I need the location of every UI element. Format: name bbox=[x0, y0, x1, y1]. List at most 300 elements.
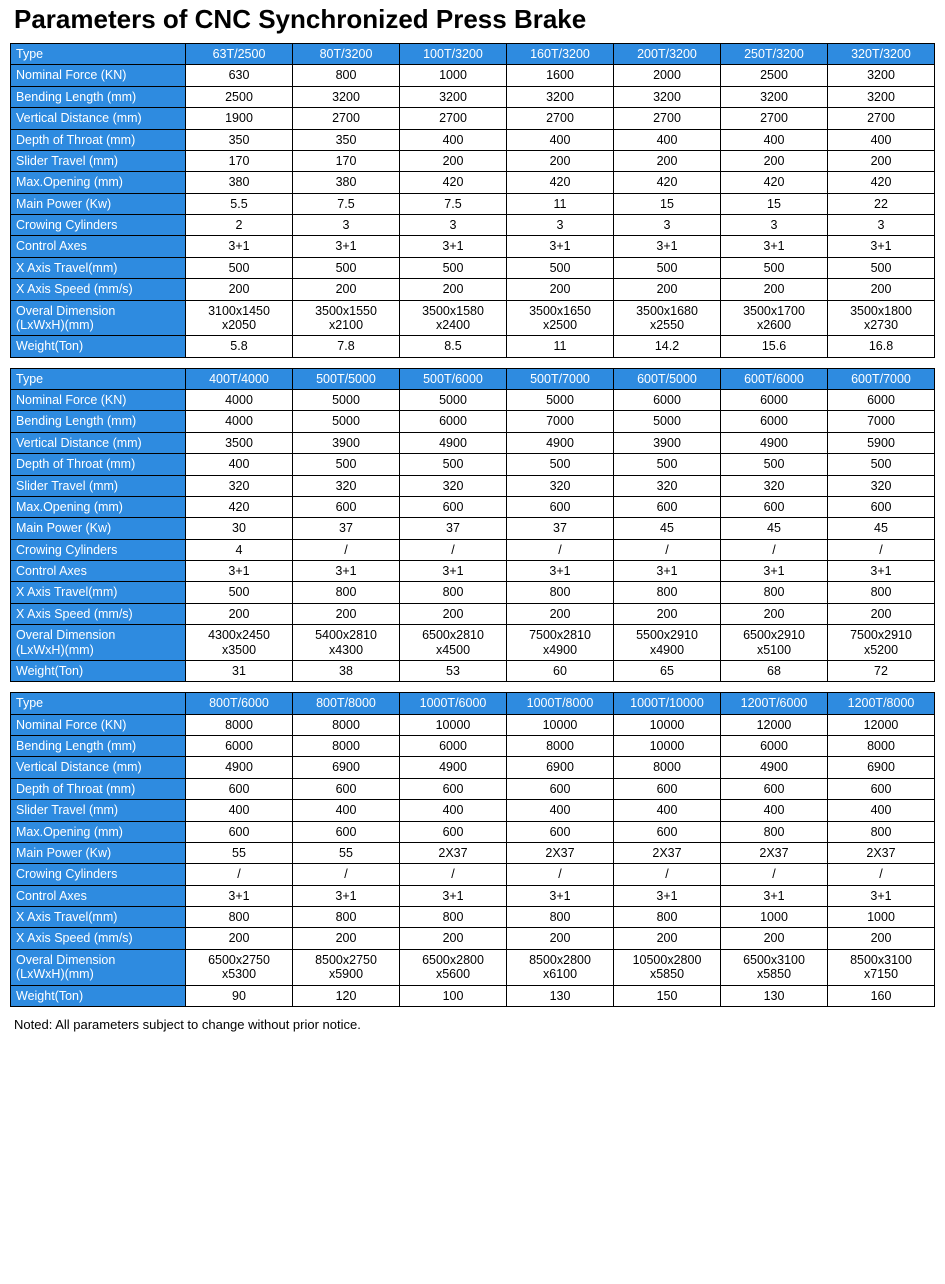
cell: 200 bbox=[828, 928, 935, 949]
row-label: Bending Length (mm) bbox=[11, 736, 186, 757]
cell: 5000 bbox=[614, 411, 721, 432]
table-row bbox=[11, 236, 935, 257]
cell: 2 bbox=[186, 215, 293, 236]
table-row bbox=[11, 907, 935, 928]
cell-dimensions bbox=[186, 300, 293, 336]
cell: 5.5 bbox=[186, 193, 293, 214]
cell: 3+1 bbox=[400, 885, 507, 906]
cell-dimensions bbox=[721, 300, 828, 336]
cell: 160 bbox=[828, 985, 935, 1006]
table-row bbox=[11, 582, 935, 603]
cell-dimensions bbox=[828, 949, 935, 985]
column-header-type: 160T/3200 bbox=[507, 44, 614, 65]
cell: 800 bbox=[293, 65, 400, 86]
column-header-type: 600T/6000 bbox=[721, 368, 828, 389]
cell: 3900 bbox=[293, 432, 400, 453]
cell: 600 bbox=[293, 778, 400, 799]
table-row bbox=[11, 65, 935, 86]
cell: 15 bbox=[721, 193, 828, 214]
row-label: X Axis Travel(mm) bbox=[11, 257, 186, 278]
table-header-row bbox=[11, 368, 935, 389]
cell: 500 bbox=[507, 454, 614, 475]
table-row bbox=[11, 821, 935, 842]
dimension-line2: x4900 bbox=[542, 642, 578, 657]
cell: 420 bbox=[507, 172, 614, 193]
cell: 150 bbox=[614, 985, 721, 1006]
row-label-type: Type bbox=[11, 693, 186, 714]
table-row-weight bbox=[11, 985, 935, 1006]
cell: 400 bbox=[614, 129, 721, 150]
table-row bbox=[11, 496, 935, 517]
cell: 630 bbox=[186, 65, 293, 86]
dimension-line1: 3500x1580 bbox=[422, 303, 484, 318]
cell: 200 bbox=[721, 928, 828, 949]
cell: 320 bbox=[293, 475, 400, 496]
row-label: Depth of Throat (mm) bbox=[11, 778, 186, 799]
dimension-line2: x5900 bbox=[328, 967, 364, 982]
cell: 6000 bbox=[721, 411, 828, 432]
cell: 200 bbox=[507, 928, 614, 949]
dimension-line1: 8500x2800 bbox=[529, 952, 591, 967]
cell: 600 bbox=[400, 821, 507, 842]
cell: 420 bbox=[186, 496, 293, 517]
cell: 72 bbox=[828, 660, 935, 681]
cell-dimensions bbox=[614, 625, 721, 661]
table-row bbox=[11, 86, 935, 107]
cell: 800 bbox=[400, 582, 507, 603]
cell: 3+1 bbox=[293, 885, 400, 906]
cell: 200 bbox=[400, 150, 507, 171]
cell: 200 bbox=[828, 279, 935, 300]
cell: 55 bbox=[186, 842, 293, 863]
cell: 4 bbox=[186, 539, 293, 560]
spec-table-2 bbox=[10, 368, 935, 683]
cell: 12000 bbox=[828, 714, 935, 735]
row-label: Main Power (Kw) bbox=[11, 842, 186, 863]
cell: 200 bbox=[614, 150, 721, 171]
cell: / bbox=[507, 539, 614, 560]
cell: 500 bbox=[293, 454, 400, 475]
cell: 3 bbox=[400, 215, 507, 236]
cell: 12000 bbox=[721, 714, 828, 735]
row-label: Vertical Distance (mm) bbox=[11, 108, 186, 129]
cell: 15.6 bbox=[721, 336, 828, 357]
cell: 60 bbox=[507, 660, 614, 681]
cell: 200 bbox=[293, 603, 400, 624]
dimension-label-line2: (LxWxH)(mm) bbox=[16, 317, 94, 332]
cell: 3200 bbox=[507, 86, 614, 107]
cell: 37 bbox=[293, 518, 400, 539]
cell: 100 bbox=[400, 985, 507, 1006]
dimension-line1: 6500x2810 bbox=[422, 628, 484, 643]
row-label: Vertical Distance (mm) bbox=[11, 757, 186, 778]
cell: 130 bbox=[721, 985, 828, 1006]
row-label-dimensions bbox=[11, 949, 186, 985]
dimension-line1: 8500x3100 bbox=[850, 952, 912, 967]
row-label: Vertical Distance (mm) bbox=[11, 432, 186, 453]
cell: 600 bbox=[828, 496, 935, 517]
cell: 400 bbox=[507, 129, 614, 150]
cell: 500 bbox=[721, 257, 828, 278]
dimension-line1: 3500x1550 bbox=[315, 303, 377, 318]
table-row bbox=[11, 475, 935, 496]
dimension-line1: 6500x2800 bbox=[422, 952, 484, 967]
cell-dimensions bbox=[828, 625, 935, 661]
cell: 400 bbox=[721, 800, 828, 821]
column-header-type: 1000T/8000 bbox=[507, 693, 614, 714]
dimension-line2: x5100 bbox=[756, 642, 792, 657]
cell-dimensions bbox=[507, 625, 614, 661]
cell: 500 bbox=[400, 257, 507, 278]
cell: 10000 bbox=[614, 736, 721, 757]
cell: / bbox=[721, 539, 828, 560]
row-label: X Axis Speed (mm/s) bbox=[11, 279, 186, 300]
table-row bbox=[11, 885, 935, 906]
row-label-type: Type bbox=[11, 368, 186, 389]
dimension-line2: x6100 bbox=[542, 967, 578, 982]
cell: 2000 bbox=[614, 65, 721, 86]
cell: 8000 bbox=[293, 714, 400, 735]
row-label: Main Power (Kw) bbox=[11, 193, 186, 214]
cell-dimensions bbox=[400, 625, 507, 661]
cell: 200 bbox=[186, 603, 293, 624]
cell: 6000 bbox=[400, 411, 507, 432]
table-row bbox=[11, 215, 935, 236]
cell: 38 bbox=[293, 660, 400, 681]
cell-dimensions bbox=[721, 625, 828, 661]
table-row bbox=[11, 108, 935, 129]
cell: 400 bbox=[721, 129, 828, 150]
cell: 22 bbox=[828, 193, 935, 214]
cell: 8000 bbox=[293, 736, 400, 757]
cell: 500 bbox=[828, 257, 935, 278]
cell: 1000 bbox=[400, 65, 507, 86]
table-row bbox=[11, 800, 935, 821]
cell: 3+1 bbox=[186, 236, 293, 257]
cell: 8.5 bbox=[400, 336, 507, 357]
cell: 400 bbox=[614, 800, 721, 821]
column-header-type: 250T/3200 bbox=[721, 44, 828, 65]
table-header-row bbox=[11, 44, 935, 65]
cell: 10000 bbox=[400, 714, 507, 735]
cell: 380 bbox=[293, 172, 400, 193]
cell: 200 bbox=[721, 150, 828, 171]
row-label-type: Type bbox=[11, 44, 186, 65]
cell: 10000 bbox=[507, 714, 614, 735]
cell: 800 bbox=[293, 907, 400, 928]
cell: 2500 bbox=[721, 65, 828, 86]
row-label-weight: Weight(Ton) bbox=[11, 660, 186, 681]
cell: 5000 bbox=[400, 390, 507, 411]
row-label: Crowing Cylinders bbox=[11, 215, 186, 236]
cell: 2X37 bbox=[721, 842, 828, 863]
cell: / bbox=[293, 864, 400, 885]
cell: 200 bbox=[828, 603, 935, 624]
cell: 3+1 bbox=[400, 561, 507, 582]
dimension-label-line2: (LxWxH)(mm) bbox=[16, 967, 94, 982]
cell: 2X37 bbox=[400, 842, 507, 863]
row-label-weight: Weight(Ton) bbox=[11, 985, 186, 1006]
dimension-line2: x5850 bbox=[756, 967, 792, 982]
cell: 200 bbox=[186, 279, 293, 300]
cell: 65 bbox=[614, 660, 721, 681]
row-label: Crowing Cylinders bbox=[11, 864, 186, 885]
cell: 3+1 bbox=[721, 561, 828, 582]
dimension-line2: x2600 bbox=[756, 317, 792, 332]
cell: 600 bbox=[507, 821, 614, 842]
cell: 4000 bbox=[186, 411, 293, 432]
cell: 200 bbox=[507, 150, 614, 171]
cell: 600 bbox=[721, 778, 828, 799]
cell-dimensions bbox=[614, 300, 721, 336]
row-label-dimensions bbox=[11, 300, 186, 336]
cell: 16.8 bbox=[828, 336, 935, 357]
cell: 15 bbox=[614, 193, 721, 214]
column-header-type: 320T/3200 bbox=[828, 44, 935, 65]
row-label: Slider Travel (mm) bbox=[11, 150, 186, 171]
column-header-type: 1200T/8000 bbox=[828, 693, 935, 714]
dimension-line1: 6500x2750 bbox=[208, 952, 270, 967]
cell: 600 bbox=[828, 778, 935, 799]
cell: 200 bbox=[721, 279, 828, 300]
cell: 3200 bbox=[721, 86, 828, 107]
dimension-line1: 3100x1450 bbox=[208, 303, 270, 318]
cell: 3+1 bbox=[507, 561, 614, 582]
cell: 1600 bbox=[507, 65, 614, 86]
cell: 37 bbox=[400, 518, 507, 539]
column-header-type: 200T/3200 bbox=[614, 44, 721, 65]
cell: 68 bbox=[721, 660, 828, 681]
row-label: Max.Opening (mm) bbox=[11, 496, 186, 517]
cell: 200 bbox=[614, 279, 721, 300]
column-header-type: 500T/6000 bbox=[400, 368, 507, 389]
cell: 600 bbox=[186, 778, 293, 799]
cell: 600 bbox=[507, 778, 614, 799]
cell: 600 bbox=[186, 821, 293, 842]
table-row bbox=[11, 714, 935, 735]
row-label: Depth of Throat (mm) bbox=[11, 454, 186, 475]
column-header-type: 800T/6000 bbox=[186, 693, 293, 714]
cell: 350 bbox=[186, 129, 293, 150]
column-header-type: 1200T/6000 bbox=[721, 693, 828, 714]
cell: 500 bbox=[614, 454, 721, 475]
cell: 800 bbox=[400, 907, 507, 928]
cell: 3+1 bbox=[828, 561, 935, 582]
cell: 200 bbox=[507, 603, 614, 624]
dimension-line2: x4500 bbox=[435, 642, 471, 657]
cell: 30 bbox=[186, 518, 293, 539]
cell: 2X37 bbox=[614, 842, 721, 863]
cell: 11 bbox=[507, 336, 614, 357]
dimension-line1: 3500x1680 bbox=[636, 303, 698, 318]
row-label: Bending Length (mm) bbox=[11, 86, 186, 107]
row-label: Nominal Force (KN) bbox=[11, 714, 186, 735]
cell: 400 bbox=[507, 800, 614, 821]
cell: 420 bbox=[400, 172, 507, 193]
column-header-type: 63T/2500 bbox=[186, 44, 293, 65]
cell: / bbox=[614, 864, 721, 885]
cell: 8000 bbox=[828, 736, 935, 757]
cell: 200 bbox=[614, 603, 721, 624]
cell: 170 bbox=[293, 150, 400, 171]
dimension-line2: x3500 bbox=[221, 642, 257, 657]
cell: 600 bbox=[614, 778, 721, 799]
cell: 7000 bbox=[828, 411, 935, 432]
dimension-line2: x4300 bbox=[328, 642, 364, 657]
cell: 320 bbox=[400, 475, 507, 496]
column-header-type: 1000T/10000 bbox=[614, 693, 721, 714]
column-header-type: 80T/3200 bbox=[293, 44, 400, 65]
cell: 600 bbox=[614, 821, 721, 842]
cell: 500 bbox=[400, 454, 507, 475]
cell: 3+1 bbox=[400, 236, 507, 257]
cell: 120 bbox=[293, 985, 400, 1006]
dimension-line2: x2730 bbox=[863, 317, 899, 332]
dimension-line1: 6500x3100 bbox=[743, 952, 805, 967]
cell: 3 bbox=[828, 215, 935, 236]
cell: 3900 bbox=[614, 432, 721, 453]
table-row bbox=[11, 257, 935, 278]
dimension-line2: x5850 bbox=[649, 967, 685, 982]
dimension-line2: x2400 bbox=[435, 317, 471, 332]
column-header-type: 600T/5000 bbox=[614, 368, 721, 389]
table-row bbox=[11, 561, 935, 582]
table-row bbox=[11, 928, 935, 949]
cell: 3+1 bbox=[186, 885, 293, 906]
dimension-label-line2: (LxWxH)(mm) bbox=[16, 642, 94, 657]
cell: 170 bbox=[186, 150, 293, 171]
dimension-line1: 7500x2910 bbox=[850, 628, 912, 643]
dimension-line2: x5300 bbox=[221, 967, 257, 982]
cell: 3+1 bbox=[507, 885, 614, 906]
cell: 6900 bbox=[828, 757, 935, 778]
cell: 800 bbox=[186, 907, 293, 928]
table-header-row bbox=[11, 693, 935, 714]
cell-dimensions bbox=[293, 300, 400, 336]
row-label: Main Power (Kw) bbox=[11, 518, 186, 539]
cell: 400 bbox=[186, 800, 293, 821]
cell-dimensions bbox=[400, 949, 507, 985]
cell: 800 bbox=[828, 821, 935, 842]
dimension-line1: 10500x2800 bbox=[632, 952, 702, 967]
cell: 320 bbox=[614, 475, 721, 496]
cell: / bbox=[400, 539, 507, 560]
row-label: Max.Opening (mm) bbox=[11, 172, 186, 193]
cell: 6900 bbox=[293, 757, 400, 778]
table-row bbox=[11, 778, 935, 799]
cell: 45 bbox=[614, 518, 721, 539]
row-label: Slider Travel (mm) bbox=[11, 800, 186, 821]
cell: 1900 bbox=[186, 108, 293, 129]
cell: 800 bbox=[721, 582, 828, 603]
cell: 5.8 bbox=[186, 336, 293, 357]
cell: 200 bbox=[186, 928, 293, 949]
dimension-line2: x2500 bbox=[542, 317, 578, 332]
cell-dimensions bbox=[828, 300, 935, 336]
table-row bbox=[11, 454, 935, 475]
cell: 45 bbox=[721, 518, 828, 539]
row-label: X Axis Travel(mm) bbox=[11, 907, 186, 928]
cell: 800 bbox=[507, 907, 614, 928]
table-row bbox=[11, 539, 935, 560]
table-row bbox=[11, 411, 935, 432]
cell: 3200 bbox=[293, 86, 400, 107]
cell: 4900 bbox=[400, 757, 507, 778]
cell: 800 bbox=[828, 582, 935, 603]
cell: 6000 bbox=[828, 390, 935, 411]
row-label: Control Axes bbox=[11, 236, 186, 257]
cell: / bbox=[614, 539, 721, 560]
cell: 2700 bbox=[614, 108, 721, 129]
cell: 320 bbox=[828, 475, 935, 496]
cell: 5000 bbox=[293, 411, 400, 432]
cell: 7.5 bbox=[400, 193, 507, 214]
cell: 400 bbox=[828, 129, 935, 150]
cell: 200 bbox=[293, 279, 400, 300]
cell: / bbox=[293, 539, 400, 560]
cell: 320 bbox=[186, 475, 293, 496]
cell: 6000 bbox=[400, 736, 507, 757]
row-label-dimensions bbox=[11, 625, 186, 661]
cell: 53 bbox=[400, 660, 507, 681]
cell-dimensions bbox=[507, 300, 614, 336]
cell-dimensions bbox=[293, 949, 400, 985]
cell: 400 bbox=[828, 800, 935, 821]
cell: 600 bbox=[400, 496, 507, 517]
row-label: X Axis Travel(mm) bbox=[11, 582, 186, 603]
cell: 500 bbox=[186, 257, 293, 278]
table-row bbox=[11, 842, 935, 863]
cell: 3500 bbox=[186, 432, 293, 453]
cell: 500 bbox=[721, 454, 828, 475]
table-row bbox=[11, 518, 935, 539]
cell: 200 bbox=[828, 150, 935, 171]
cell: 90 bbox=[186, 985, 293, 1006]
cell: 31 bbox=[186, 660, 293, 681]
cell: 200 bbox=[400, 279, 507, 300]
cell: 55 bbox=[293, 842, 400, 863]
cell: 2500 bbox=[186, 86, 293, 107]
cell: 400 bbox=[186, 454, 293, 475]
row-label: Bending Length (mm) bbox=[11, 411, 186, 432]
dimension-line1: 7500x2810 bbox=[529, 628, 591, 643]
cell: 10000 bbox=[614, 714, 721, 735]
dimension-line2: x4900 bbox=[649, 642, 685, 657]
spec-table-1-body bbox=[11, 44, 935, 358]
row-label: Nominal Force (KN) bbox=[11, 65, 186, 86]
cell-dimensions bbox=[400, 300, 507, 336]
spec-table-1 bbox=[10, 43, 935, 358]
cell: 600 bbox=[721, 496, 828, 517]
row-label: Nominal Force (KN) bbox=[11, 390, 186, 411]
dimension-line1: 4300x2450 bbox=[208, 628, 270, 643]
cell: 6000 bbox=[186, 736, 293, 757]
cell: 600 bbox=[293, 496, 400, 517]
row-label: Max.Opening (mm) bbox=[11, 821, 186, 842]
dimension-label-line1: Overal Dimension bbox=[16, 628, 116, 643]
dimension-line1: 3500x1800 bbox=[850, 303, 912, 318]
cell: 420 bbox=[721, 172, 828, 193]
cell: 800 bbox=[507, 582, 614, 603]
cell-dimensions bbox=[507, 949, 614, 985]
cell: / bbox=[507, 864, 614, 885]
cell: 8000 bbox=[186, 714, 293, 735]
cell: 4900 bbox=[400, 432, 507, 453]
cell: 8000 bbox=[614, 757, 721, 778]
dimension-line2: x2100 bbox=[328, 317, 364, 332]
column-header-type: 100T/3200 bbox=[400, 44, 507, 65]
cell: 420 bbox=[828, 172, 935, 193]
